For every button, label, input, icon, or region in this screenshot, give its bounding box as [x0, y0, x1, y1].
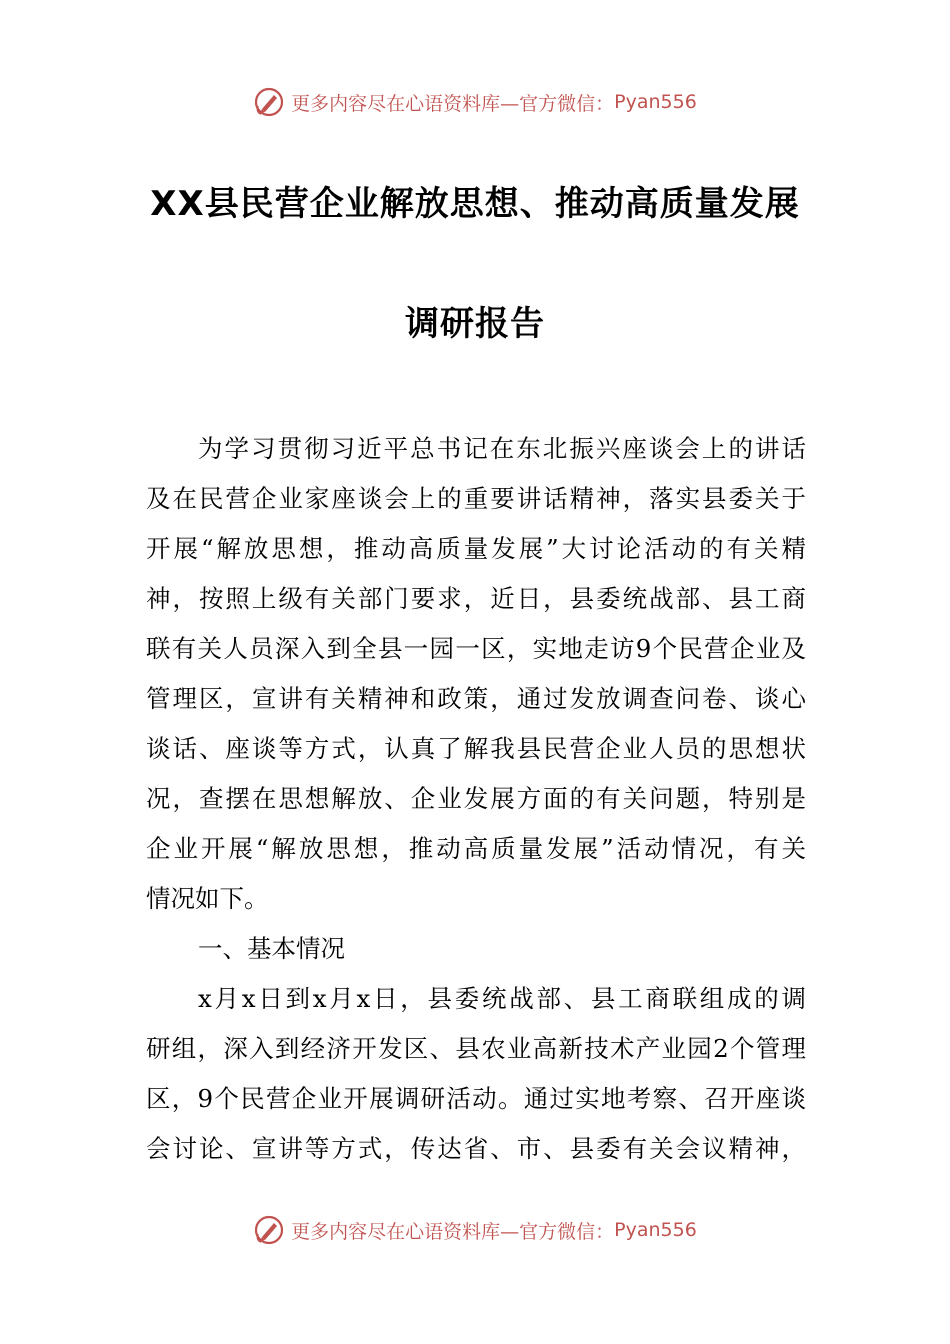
paragraph-line: 及在民营企业家座谈会上的重要讲话精神，落实县委关于	[146, 484, 806, 513]
paragraph-line: 研组，深入到经济开发区、县农业高新技术产业园2个管理	[146, 1034, 806, 1063]
paragraph-line: 况，查摆在思想解放、企业发展方面的有关问题，特别是	[146, 784, 806, 813]
paragraph-line: 神，按照上级有关部门要求，近日，县委统战部、县工商	[146, 584, 806, 613]
paragraph-line: 开展“解放思想，推动高质量发展”大讨论活动的有关精	[146, 534, 806, 563]
section-heading: 一、基本情况	[198, 934, 345, 963]
paragraph-line: 会讨论、宣讲等方式，传达省、市、县委有关会议精神，	[146, 1134, 806, 1163]
paragraph-line: x月x日到x月x日，县委统战部、县工商联组成的调	[198, 984, 806, 1013]
pen-logo-icon	[253, 86, 285, 118]
header-watermark	[0, 84, 950, 120]
document-title: XX县民营企业解放思想、推动高质量发展	[150, 184, 800, 224]
paragraph-line: 区，9个民营企业开展调研活动。通过实地考察、召开座谈	[146, 1084, 806, 1113]
watermark-text: 更多内容尽在心语资料库—官方微信：	[291, 92, 615, 115]
paragraph-line: 企业开展“解放思想，推动高质量发展”活动情况，有关	[146, 834, 806, 863]
watermark-wechat-id: Pyan556	[614, 91, 697, 113]
footer-watermark	[0, 1212, 950, 1248]
paragraph-line: 为学习贯彻习近平总书记在东北振兴座谈会上的讲话	[198, 434, 806, 463]
watermark-wechat-id: Pyan556	[614, 1219, 697, 1241]
paragraph-line: 管理区，宣讲有关精神和政策，通过发放调查问卷、谈心	[146, 684, 806, 713]
watermark-text: 更多内容尽在心语资料库—官方微信：	[291, 1220, 615, 1243]
paragraph-line: 谈话、座谈等方式，认真了解我县民营企业人员的思想状	[146, 734, 806, 763]
pen-logo-icon	[253, 1214, 285, 1246]
document-subtitle: 调研报告	[405, 304, 545, 344]
paragraph-line: 情况如下。	[146, 884, 269, 913]
paragraph-line: 联有关人员深入到全县一园一区，实地走访9个民营企业及	[146, 634, 806, 663]
